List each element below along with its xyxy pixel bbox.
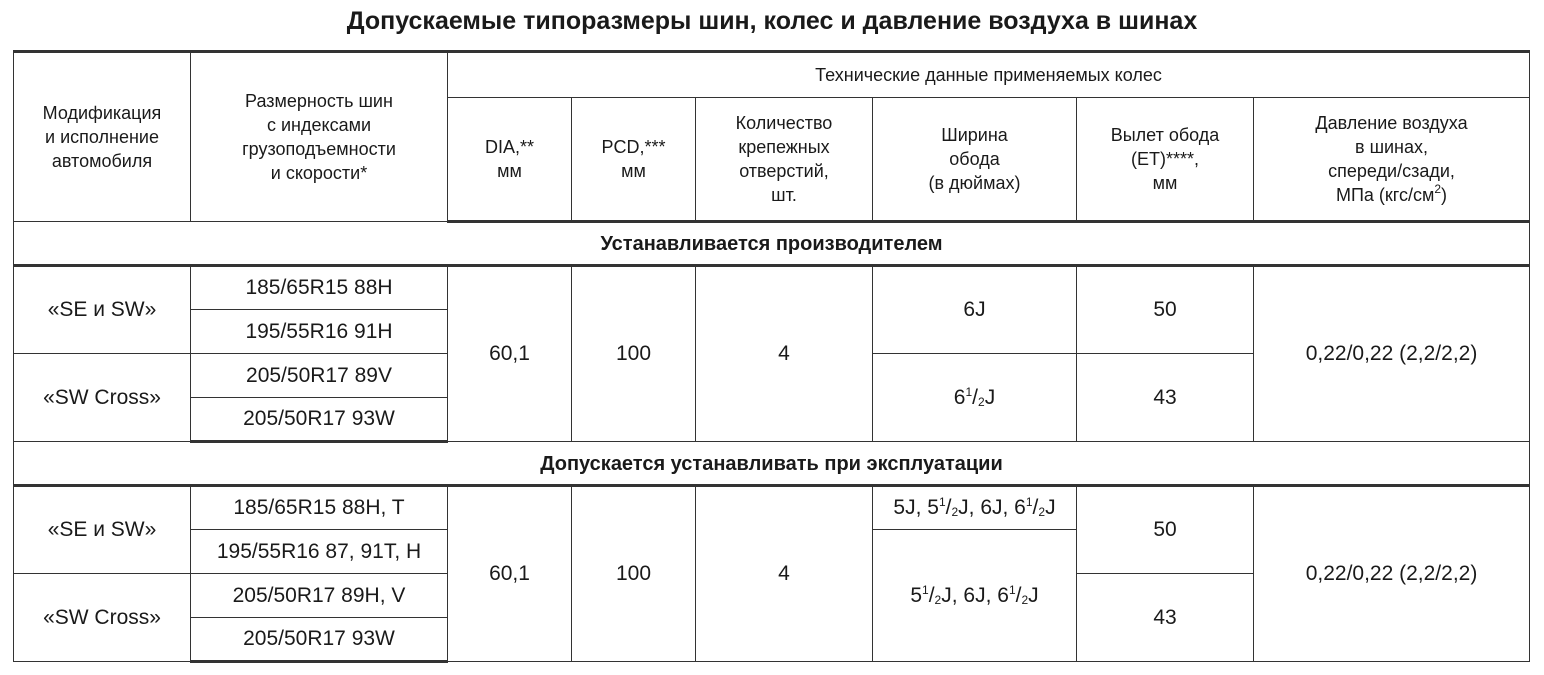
header-rim-width: Ширина обода (в дюймах) xyxy=(873,98,1077,222)
offset-se: 50 xyxy=(1077,266,1254,354)
header-offset: Вылет обода (ET)****, мм xyxy=(1077,98,1254,222)
offset-se: 50 xyxy=(1077,486,1254,574)
header-pcd: PCD,*** мм xyxy=(572,98,696,222)
tire-size-cell: 185/65R15 88H, T xyxy=(191,486,448,530)
header-holes: Количество крепежных отверстий, шт. xyxy=(696,98,873,222)
model-se-sw: «SE и SW» xyxy=(14,486,191,574)
holes-value: 4 xyxy=(696,486,873,662)
offset-cross: 43 xyxy=(1077,574,1254,662)
model-sw-cross: «SW Cross» xyxy=(14,354,191,442)
holes-value: 4 xyxy=(696,266,873,442)
dia-value: 60,1 xyxy=(448,486,572,662)
section-title-operation: Допускается устанавливать при эксплуатации xyxy=(14,442,1530,486)
pressure-value: 0,22/0,22 (2,2/2,2) xyxy=(1254,266,1530,442)
pcd-value: 100 xyxy=(572,486,696,662)
section-title-factory: Устанавливается производителем xyxy=(14,222,1530,266)
offset-cross: 43 xyxy=(1077,354,1254,442)
tire-size-cell: 205/50R17 93W xyxy=(191,398,448,442)
header-dia: DIA,** мм xyxy=(448,98,572,222)
rim-width-cross: $6^1/_2J$ xyxy=(873,354,1077,442)
header-pressure: Давление воздуха в шинах, спереди/сзади, МПа $(кгс/см^2)$ xyxy=(1254,98,1530,222)
tire-size-cell: 185/65R15 88H xyxy=(191,266,448,310)
model-sw-cross: «SW Cross» xyxy=(14,574,191,662)
tire-size-cell: 195/55R16 91H xyxy=(191,310,448,354)
dia-value: 60,1 xyxy=(448,266,572,442)
rim-width-options-se: 5J, $5^1/_2J$, 6J, $6^1/_2J$ xyxy=(873,486,1077,530)
tire-size-cell: 205/50R17 93W xyxy=(191,618,448,662)
pressure-value: 0,22/0,22 (2,2/2,2) xyxy=(1254,486,1530,662)
header-tire-size: Размерность шин с индексами грузоподъемности и скорости* xyxy=(191,52,448,222)
tire-size-cell: 195/55R16 87, 91T, H xyxy=(191,530,448,574)
rim-width-options-rest: $5^1/_2J$, 6J, $6^1/_2J$ xyxy=(873,530,1077,662)
header-wheel-data: Технические данные применяемых колес xyxy=(448,52,1530,98)
tire-size-cell: 205/50R17 89V xyxy=(191,354,448,398)
model-se-sw: «SE и SW» xyxy=(14,266,191,354)
pcd-value: 100 xyxy=(572,266,696,442)
tire-size-cell: 205/50R17 89H, V xyxy=(191,574,448,618)
page-title: Допускаемые типоразмеры шин, колес и давление воздуха в шинах xyxy=(346,7,1198,35)
tire-spec-table xyxy=(13,50,1530,663)
header-modification: Модификация и исполнение автомобиля xyxy=(14,52,191,222)
rim-width-se: 6J xyxy=(873,266,1077,354)
